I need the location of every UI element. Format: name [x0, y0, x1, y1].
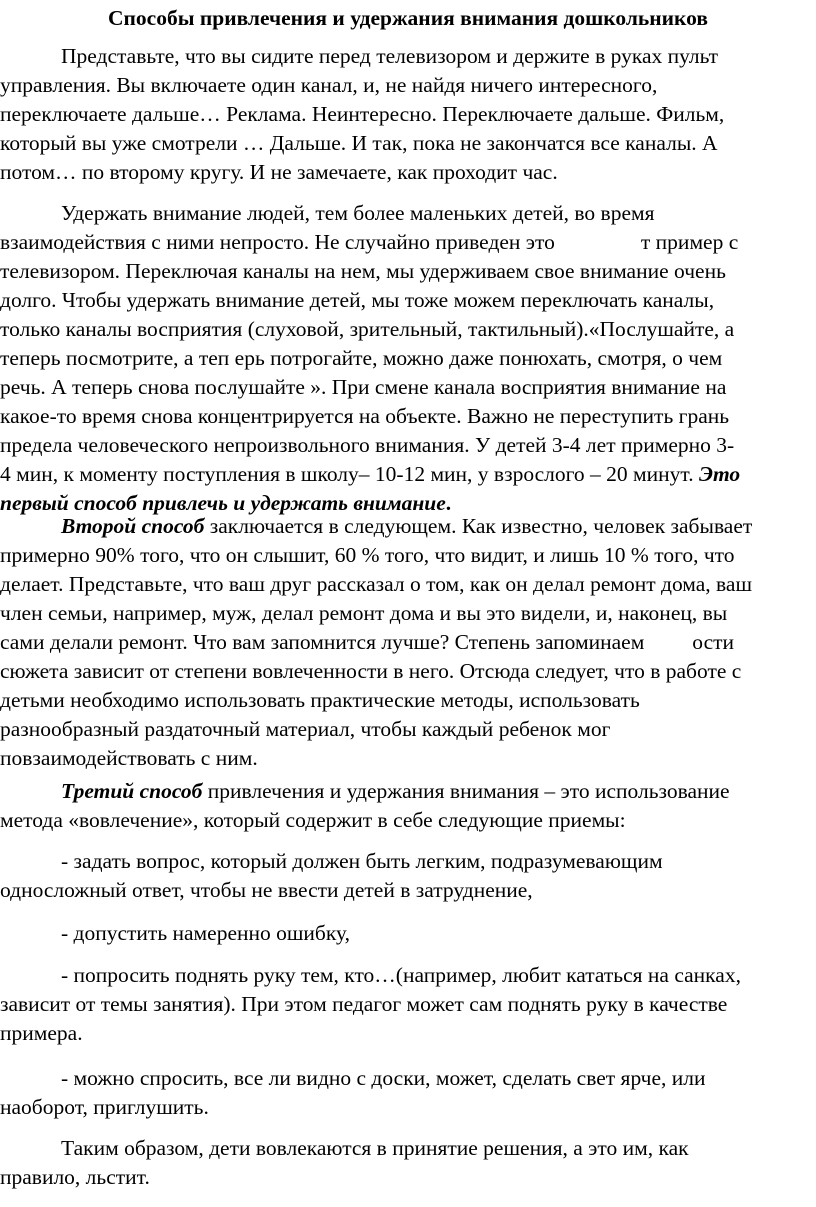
paragraph-third-method — [0, 777, 816, 835]
text-line: примерно 90% того, что он слышит, 60 % того, что видит, и лишь 10 % того, что — [0, 543, 735, 567]
text-line: телевизором. Переключая каналы на нем, мы удерживаем свое внимание очень — [0, 259, 726, 283]
list-item — [0, 847, 816, 905]
text-line — [0, 777, 816, 806]
text-line: примера. — [0, 1021, 83, 1045]
paragraph-first-method — [0, 199, 816, 518]
text-fragment: 4 мин, к моменту поступления в школу– 10-12 мин, у взрослого – 20 минут. — [0, 462, 694, 486]
text-line: потом… по второму кругу. И не замечаете, как проходит час. — [0, 160, 558, 184]
text-line: который вы уже смотрели … Дальше. И так, пока не закончатся все каналы. А — [0, 131, 718, 155]
text-line: правило, льстит. — [0, 1165, 150, 1189]
text-line: - попросить поднять руку тем, кто…(например, любит кататься на санках, — [61, 963, 741, 987]
text-fragment: сами делали ремонт. Что вам запомнится лучше? Степень запоминаем — [0, 630, 645, 654]
text-line: долго. Чтобы удержать внимание детей, мы тоже можем переключать каналы, — [0, 288, 715, 312]
text-line: предела человеческого непроизвольного внимания. У детей 3-4 лет примерно 3- — [0, 433, 735, 457]
list-item — [0, 919, 816, 948]
text-line: член семьи, например, муж, делал ремонт дома и вы это видели, и, наконец, вы — [0, 601, 728, 625]
text-line: делает. Представьте, что ваш друг рассказал о том, как он делал ремонт дома, ваш — [0, 572, 752, 596]
text-line: зависит от темы занятия). При этом педагог может сам поднять руку в качестве — [0, 992, 728, 1016]
text-line: переключаете дальше… Реклама. Неинтересно. Переключаете дальше. Фильм, — [0, 102, 725, 126]
text-line — [0, 628, 816, 657]
text-line: метода «вовлечение», который содержит в себе следующие приемы: — [0, 808, 626, 832]
paragraph-second-method — [0, 512, 816, 773]
paragraph-conclusion — [0, 1134, 816, 1192]
text-line: какое-то время снова концентрируется на объекте. Важно не переступить грань — [0, 404, 730, 428]
text-line: Таким образом, дети вовлекаются в принятие решения, а это им, как — [61, 1136, 689, 1160]
text-line: сюжета зависит от степени вовлеченности в него. Отсюда следует, что в работе с — [0, 659, 742, 683]
text-fragment: взаимодействия с ними непросто. Не случайно приведен это — [0, 230, 555, 254]
text-fragment: т пример с — [640, 230, 739, 254]
text-line — [0, 228, 816, 257]
text-fragment: заключается в следующем. Как известно, человек забывает — [204, 514, 753, 538]
text-line: - задать вопрос, который должен быть легким, подразумевающим — [61, 849, 663, 873]
text-line: только каналы восприятия (слуховой, зрительный, тактильный).«Послушайте, а — [0, 317, 735, 341]
paragraph-tv-example — [0, 42, 816, 187]
text-line: речь. А теперь снова послушайте ». При смене канала восприятия внимание на — [0, 375, 727, 399]
text-line: - можно спросить, все ли видно с доски, может, сделать свет ярче, или — [61, 1066, 706, 1090]
list-item — [0, 961, 816, 1048]
text-fragment: . — [445, 491, 452, 515]
text-line: управления. Вы включаете один канал, и, не найдя ничего интересного, — [0, 73, 658, 97]
text-fragment: привлечения и удержания внимания – это использование — [202, 779, 730, 803]
document-title: Способы привлечения и удержания внимания дошкольников — [107, 6, 708, 30]
emphasis-text: Это — [698, 462, 741, 486]
text-line: Представьте, что вы сидите перед телевизором и держите в руках пульт — [61, 44, 719, 68]
text-line — [0, 460, 816, 489]
list-item — [0, 1064, 816, 1122]
text-line: - допустить намеренно ошибку, — [61, 921, 350, 945]
method-heading: Третий способ — [61, 779, 203, 803]
text-line: наоборот, приглушить. — [0, 1095, 209, 1119]
text-line: разнообразный раздаточный материал, чтобы каждый ребенок мог — [0, 717, 611, 741]
text-fragment: ости — [692, 630, 735, 654]
text-line: Удержать внимание людей, тем более маленьких детей, во время — [61, 201, 655, 225]
text-line: повзаимодействовать с ним. — [0, 746, 258, 770]
text-line: односложный ответ, чтобы не ввести детей в затруднение, — [0, 878, 533, 902]
text-line: детьми необходимо использовать практические методы, использовать — [0, 688, 640, 712]
emphasis-text: первый способ привлечь и удержать внимание — [0, 491, 446, 515]
text-line: теперь посмотрите, а теп ерь потрогайте, можно даже понюхать, смотря, о чем — [0, 346, 723, 370]
method-heading: Второй способ — [61, 514, 205, 538]
text-line — [0, 512, 816, 541]
